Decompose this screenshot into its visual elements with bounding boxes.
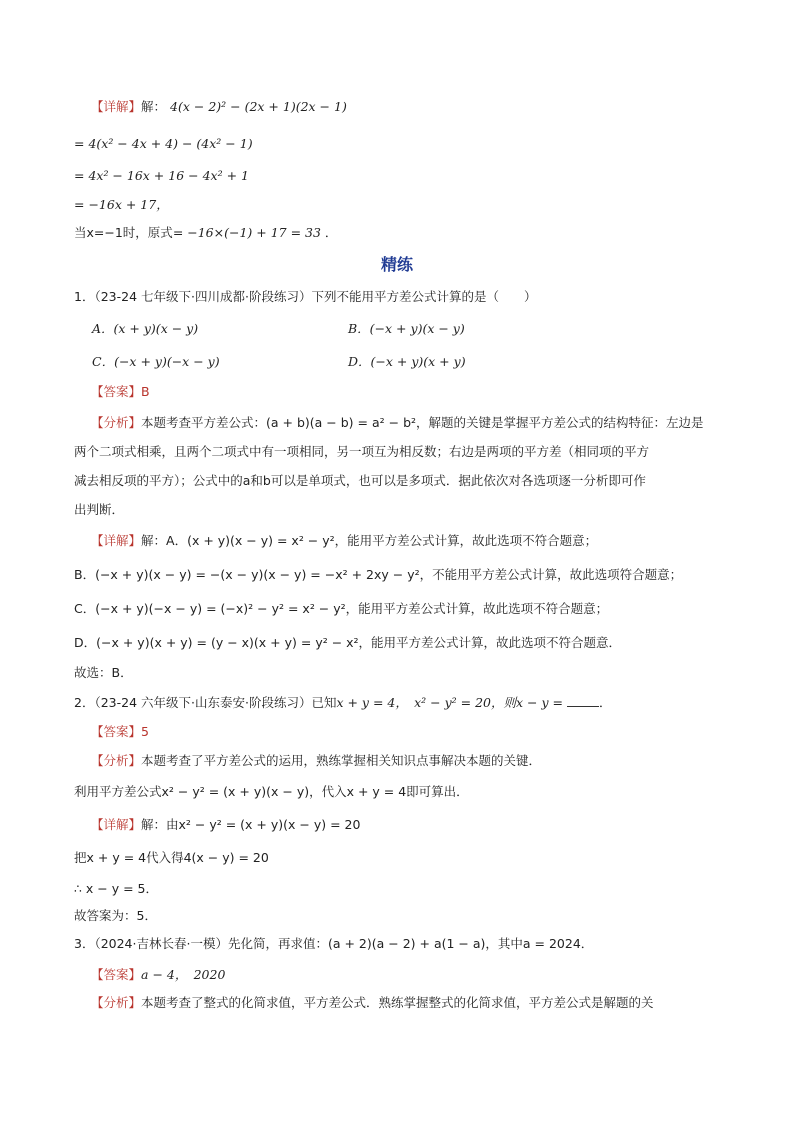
step-line-5: 当x=−1时，原式= −16×(−1) + 17 = 33 ．: [74, 225, 338, 240]
step-text: 当x=−1时，原式: [74, 225, 173, 240]
step-expression: = −16×(−1) + 17 = 33: [172, 225, 321, 240]
q1-detail-b: B．(−x + y)(x − y) = −(x − y)(x − y) = −x² + 2xy − y²，不能用平方差公式计算，故此选项符合题意；: [74, 567, 683, 582]
q1-detail-a: [91, 532, 597, 550]
q1-option-c: C．(−x + y)(−x − y): [92, 354, 220, 369]
analysis-text: 本题考查平方差公式：(a + b)(a − b) = a² − b²，解题的关键是掌握平方差公式的结构特征：左边是: [141, 415, 704, 430]
answer-value: B: [141, 384, 150, 399]
answer-tag: 【答案】: [91, 967, 142, 982]
q3-answer: [91, 966, 225, 984]
q2-stem-source: 2．（23-24 六年级下·山东泰安·阶段练习）已知: [74, 695, 337, 710]
q3-stem: 3．（2024·吉林长春·一模）先化简，再求值：(a + 2)(a − 2) + a(1 − a)，其中a = 2024．: [74, 936, 594, 951]
q2-detail-1: [91, 816, 360, 834]
q2-final: 故答案为：5．: [74, 908, 157, 923]
q1-stem: 1．（23-24 七年级下·四川成都·阶段练习）下列不能用平方差公式计算的是（ ）: [74, 289, 537, 304]
detail-text: 解：A．(x + y)(x − y) = x² − y²，能用平方差公式计算，故此选项不符合题意；: [141, 533, 598, 548]
section-title: 精练: [380, 255, 413, 274]
detail-text: 解：由x² − y² = (x + y)(x − y) = 20: [141, 817, 361, 832]
analysis-tag: 【分析】: [91, 753, 142, 768]
q2-stem-math: x + y = 4， x² − y² = 20，则x − y =: [336, 695, 563, 710]
answer-value: a − 4， 2020: [141, 967, 226, 982]
detail-tag: 【详解】: [91, 817, 142, 832]
step-line-4: = −16x + 17，: [74, 197, 169, 212]
detail-tag: 【详解】: [91, 99, 142, 114]
q2-stem-end: ．: [598, 695, 612, 710]
q2-analysis: [91, 752, 541, 770]
q1-detail-d: D．(−x + y)(x + y) = (y − x)(x + y) = y² − x²，能用平方差公式计算，故此选项不符合题意．: [74, 635, 622, 650]
q1-detail-c: C．(−x + y)(−x − y) = (−x)² − y² = x² − y²，能用平方差公式计算，故此选项不符合题意；: [74, 601, 609, 616]
detail-tag: 【详解】: [91, 533, 142, 548]
answer-tag: 【答案】: [91, 384, 142, 399]
q2-use: 利用平方差公式x² − y² = (x + y)(x − y)，代入x + y = 4即可算出．: [74, 784, 469, 799]
q1-analysis-2: 两个二项式相乘，且两个二项式中有一项相同，另一项互为相反数；右边是两项的平方差（相同项的平方: [74, 444, 650, 459]
analysis-tag: 【分析】: [91, 415, 142, 430]
detail-line-1: [91, 98, 347, 116]
q2-detail-3: ∴ x − y = 5．: [74, 881, 159, 896]
q2-detail-2: 把x + y = 4代入得4(x − y) = 20: [74, 850, 269, 865]
step-line-3: = 4x² − 16x + 16 − 4x² + 1: [74, 168, 249, 183]
step-line-2: = 4(x² − 4x + 4) − (4x² − 1): [74, 136, 253, 151]
q1-option-b: B．(−x + y)(x − y): [348, 321, 465, 336]
q1-option-a: A．(x + y)(x − y): [92, 321, 199, 336]
analysis-text: 本题考查了平方差公式的运用，熟练掌握相关知识点事解决本题的关键．: [141, 753, 542, 768]
detail-text: 解：: [141, 99, 167, 114]
q3-analysis: [91, 994, 654, 1012]
q1-option-d: D．(−x + y)(x + y): [348, 354, 466, 369]
q1-analysis-3: 减去相反项的平方）；公式中的a和b可以是单项式，也可以是多项式．据此依次对各选项逐一分析即可作: [74, 473, 646, 488]
q1-answer: [91, 383, 150, 401]
q1-analysis-1: [91, 414, 704, 432]
analysis-text: 本题考查了整式的化简求值，平方差公式．熟练掌握整式的化简求值，平方差公式是解题的关: [141, 995, 654, 1010]
detail-expression: 4(x − 2)² − (2x + 1)(2x − 1): [170, 99, 347, 114]
answer-tag: 【答案】: [91, 724, 142, 739]
answer-blank: [567, 694, 599, 707]
q1-choose: 故选：B．: [74, 665, 133, 680]
q1-analysis-4: 出判断．: [74, 502, 125, 517]
q2-stem: [74, 694, 611, 712]
q2-answer: [91, 723, 149, 741]
answer-value: 5: [141, 724, 149, 739]
analysis-tag: 【分析】: [91, 995, 142, 1010]
